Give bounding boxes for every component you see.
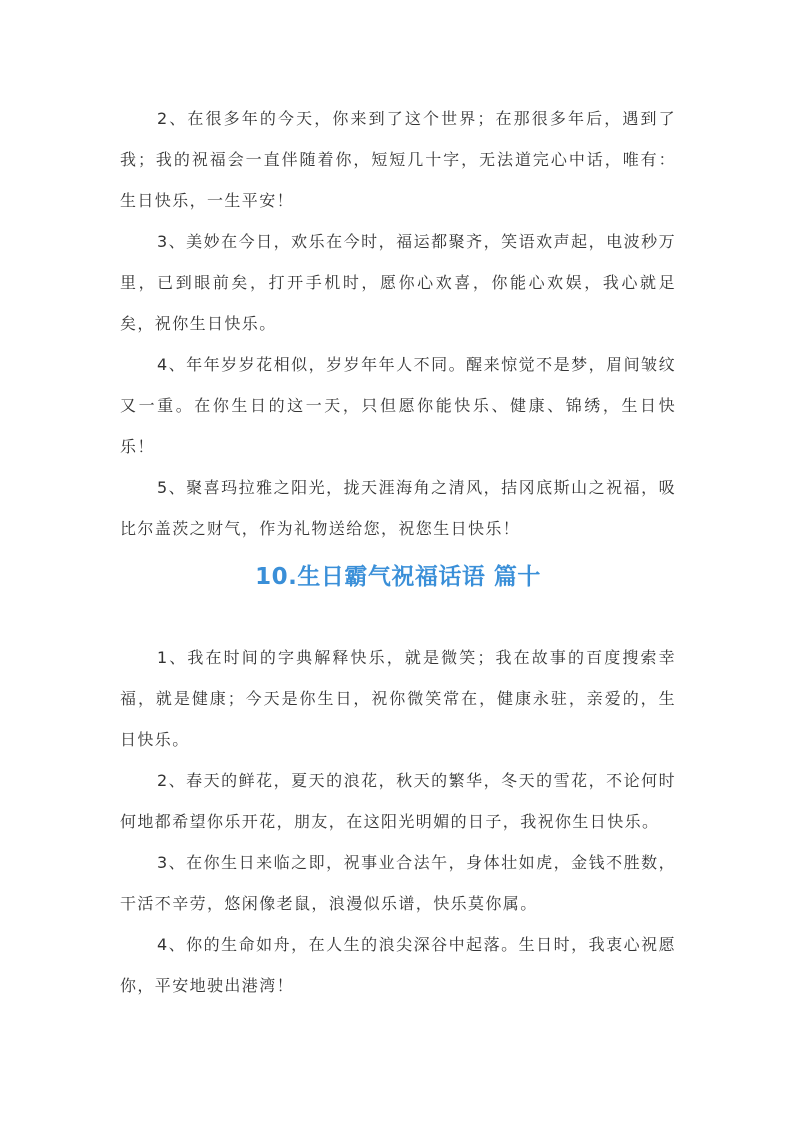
paragraph: 1、我在时间的字典解释快乐，就是微笑；我在故事的百度搜索幸福，就是健康；今天是你生日，祝你微笑常在，健康永驻，亲爱的，生日快乐。 xyxy=(120,648,676,749)
paragraph: 4、年年岁岁花相似，岁岁年年人不同。醒来惊觉不是梦，眉间皱纹又一重。在你生日的这一天，只但愿你能快乐、健康、锦绣，生日快乐！ xyxy=(120,355,676,456)
paragraph: 3、美妙在今日，欢乐在今时，福运都聚齐，笑语欢声起，电波秒万里，已到眼前矣，打开手机时，愿你心欢喜，你能心欢娱，我心就足矣，祝你生日快乐。 xyxy=(120,232,676,333)
paragraph: 3、在你生日来临之即，祝事业合法午，身体壮如虎，金钱不胜数，干活不辛劳，悠闲像老鼠，浪漫似乐谱，快乐莫你属。 xyxy=(120,853,676,913)
paragraph: 4、你的生命如舟，在人生的浪尖深谷中起落。生日时，我衷心祝愿你，平安地驶出港湾！ xyxy=(120,935,676,995)
section-spacer xyxy=(120,611,676,637)
section-heading: 10.生日霸气祝福话语 篇十 xyxy=(255,564,541,590)
document-body xyxy=(120,98,676,1006)
paragraph: 2、春天的鲜花，夏天的浪花，秋天的繁华，冬天的雪花，不论何时何地都希望你乐开花，朋友，在这阳光明媚的日子，我祝你生日快乐。 xyxy=(120,771,676,831)
paragraph: 2、在很多年的今天，你来到了这个世界；在那很多年后，遇到了我；我的祝福会一直伴随着你，短短几十字，无法道完心中话，唯有：生日快乐，一生平安！ xyxy=(120,109,676,210)
paragraph: 5、聚喜玛拉雅之阳光，拢天涯海角之清风，拮冈底斯山之祝福，吸比尔盖茨之财气，作为礼物送给您，祝您生日快乐！ xyxy=(120,478,676,538)
